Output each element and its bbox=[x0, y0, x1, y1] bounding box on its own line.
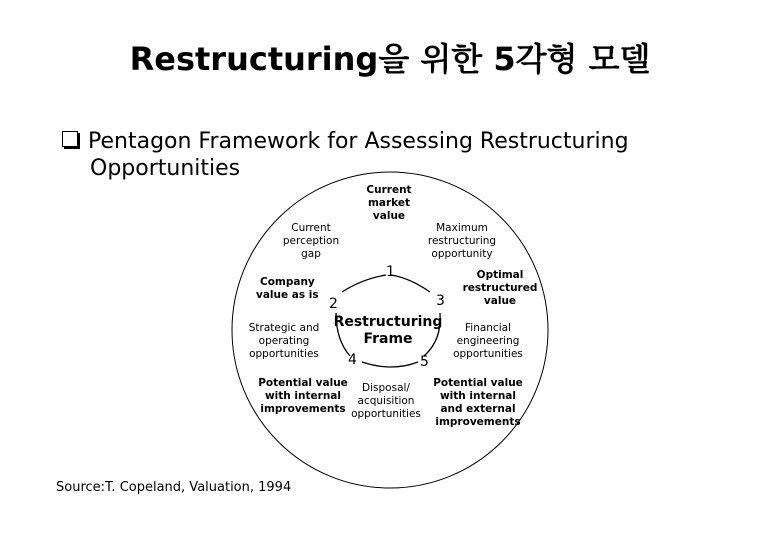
label-company-value-as-is bbox=[248, 276, 324, 302]
label-line: opportunity bbox=[431, 248, 493, 260]
label-line: opportunities bbox=[453, 348, 523, 360]
label-line: opportunities bbox=[249, 348, 319, 360]
label-line: and external bbox=[440, 403, 516, 415]
label-line: with internal bbox=[264, 390, 341, 402]
label-line: gap bbox=[301, 248, 321, 260]
label-maximum-restructuring-opportunity bbox=[420, 222, 504, 261]
label-line: Maximum bbox=[436, 222, 488, 234]
label-line: operating bbox=[258, 335, 310, 347]
source-citation: Source:T. Copeland, Valuation, 1994 bbox=[56, 480, 292, 495]
center-line1: Restructuring bbox=[333, 314, 443, 330]
label-line: Potential value bbox=[433, 377, 523, 389]
label-optimal-restructured-value bbox=[462, 269, 538, 308]
center-label bbox=[333, 314, 443, 348]
node-2: 2 bbox=[329, 296, 338, 312]
node-1: 1 bbox=[386, 264, 395, 280]
label-line: restructured bbox=[462, 282, 538, 294]
label-line: market bbox=[367, 197, 411, 209]
label-line: perception bbox=[282, 235, 340, 247]
label-strategic-operating bbox=[244, 322, 324, 361]
label-line: value as is bbox=[256, 289, 319, 301]
arc-1-3 bbox=[391, 275, 430, 292]
label-line: value bbox=[483, 295, 517, 307]
label-potential-internal bbox=[258, 377, 348, 416]
label-line: restructuring bbox=[427, 235, 497, 247]
label-line: improvements bbox=[260, 403, 346, 415]
label-line: Optimal bbox=[476, 269, 524, 281]
label-line: value bbox=[372, 210, 406, 222]
label-potential-internal-external bbox=[430, 377, 526, 429]
heading-line1: Pentagon Framework for Assessing Restructuring bbox=[88, 129, 629, 154]
label-line: Potential value bbox=[258, 377, 348, 389]
label-line: Current bbox=[291, 222, 331, 234]
label-line: engineering bbox=[456, 335, 520, 347]
node-3: 3 bbox=[436, 293, 445, 309]
label-line: Disposal/ bbox=[362, 382, 410, 394]
heading-line2: Opportunities bbox=[90, 156, 241, 181]
node-5: 5 bbox=[420, 354, 429, 370]
node-4: 4 bbox=[348, 352, 357, 368]
label-financial-engineering bbox=[448, 322, 528, 361]
label-line: improvements bbox=[435, 416, 521, 428]
label-line: Company bbox=[260, 276, 315, 288]
label-disposal-acquisition bbox=[348, 382, 424, 421]
center-line2: Frame bbox=[363, 331, 413, 347]
label-line: Current bbox=[366, 184, 412, 196]
label-line: with internal bbox=[439, 390, 516, 402]
arc-2-1 bbox=[342, 275, 386, 292]
label-line: Financial bbox=[465, 322, 511, 334]
label-current-market-value bbox=[354, 184, 424, 223]
arc-4-5 bbox=[362, 362, 418, 367]
label-current-perception-gap bbox=[276, 222, 346, 261]
label-line: acquisition bbox=[357, 395, 415, 407]
label-line: opportunities bbox=[351, 408, 421, 420]
label-line: Strategic and bbox=[248, 322, 320, 334]
page-title: Restructuring을 위한 5각형 모델 bbox=[129, 40, 651, 78]
